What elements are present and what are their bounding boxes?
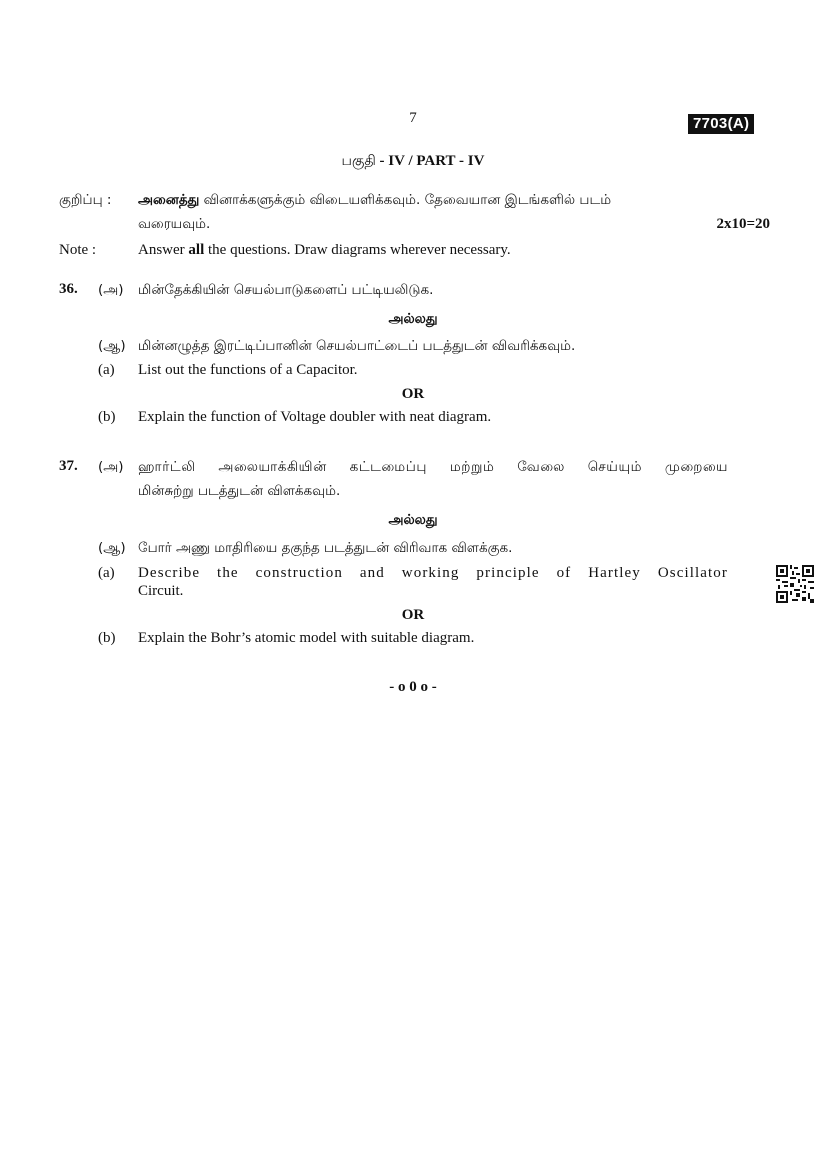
q37-or-english: OR (401, 607, 425, 623)
qr-code-icon (776, 565, 814, 603)
paper-code-badge: 7703(A) (688, 114, 754, 134)
note-text-tamil-line2: வரையவும். (138, 216, 211, 232)
q37-b-text-tamil: போர் அணு மாதிரியை தகுந்த படத்துடன் விரிவாக விளக்குக. (138, 540, 513, 556)
part-heading-english: - IV / PART - IV (375, 153, 485, 169)
q37-or-tamil: அல்லது (388, 512, 438, 528)
q36-or-english: OR (401, 386, 425, 402)
question-number-36: 36. (59, 281, 78, 297)
q36-a-text-tamil: மின்தேக்கியின் செயல்பாடுகளைப் பட்டியலிடுக. (138, 282, 434, 298)
part-heading-tamil: பகுதி (341, 153, 376, 169)
note-bold-tamil: அனைத்து (138, 192, 200, 208)
q37-a-text-english-line2: Circuit. (138, 583, 184, 599)
q37-b-text-english: Explain the Bohr’s atomic model with suitable diagram. (138, 630, 475, 646)
q36-a-label-english: (a) (98, 362, 115, 378)
note-label-tamil: குறிப்பு : (59, 192, 112, 208)
q36-b-text-tamil: மின்னழுத்த இரட்டிப்பானின் செயல்பாட்டைப் படத்துடன் விவரிக்கவும். (138, 338, 576, 354)
q37-b-label-english: (b) (98, 630, 116, 646)
q36-a-label-tamil: (அ) (98, 282, 124, 298)
q37-a-text-english-line1: Describe the construction and working principle of Hartley Oscillator (138, 565, 728, 581)
q36-a-text-english: List out the functions of a Capacitor. (138, 362, 358, 378)
note-tamil-line1: வினாக்களுக்கும் விடையளிக்கவும். தேவையான இடங்களில் படம் (203, 192, 612, 208)
note-en-bold: all (188, 242, 205, 258)
marks-allocation: 2x10=20 (716, 216, 770, 232)
note-label-english: Note : (59, 242, 97, 258)
q36-b-label-english: (b) (98, 409, 116, 425)
part-heading (0, 153, 826, 171)
end-mark: - o 0 o - (389, 679, 437, 695)
question-number-37: 37. (59, 458, 78, 474)
q36-b-text-english: Explain the function of Voltage doubler with neat diagram. (138, 409, 492, 425)
note-text-tamil-line1 (138, 192, 728, 210)
page-number: 7 (409, 110, 417, 126)
q37-a-text-tamil-line1: ஹார்ட்லி அலையாக்கியின் கட்டமைப்பு மற்றும் வேலை செய்யும் முறையை (138, 459, 728, 475)
q36-b-label-tamil: (ஆ) (98, 338, 126, 354)
q36-or-tamil: அல்லது (388, 311, 438, 327)
note-en-post: the questions. Draw diagrams wherever necessary. (204, 242, 511, 258)
note-en-pre: Answer (138, 242, 189, 258)
q37-a-label-tamil: (அ) (98, 459, 124, 475)
q37-a-label-english: (a) (98, 565, 115, 581)
note-text-english (138, 242, 511, 259)
q37-a-text-tamil-line2: மின்சுற்று படத்துடன் விளக்கவும். (138, 483, 341, 499)
q37-b-label-tamil: (ஆ) (98, 540, 126, 556)
